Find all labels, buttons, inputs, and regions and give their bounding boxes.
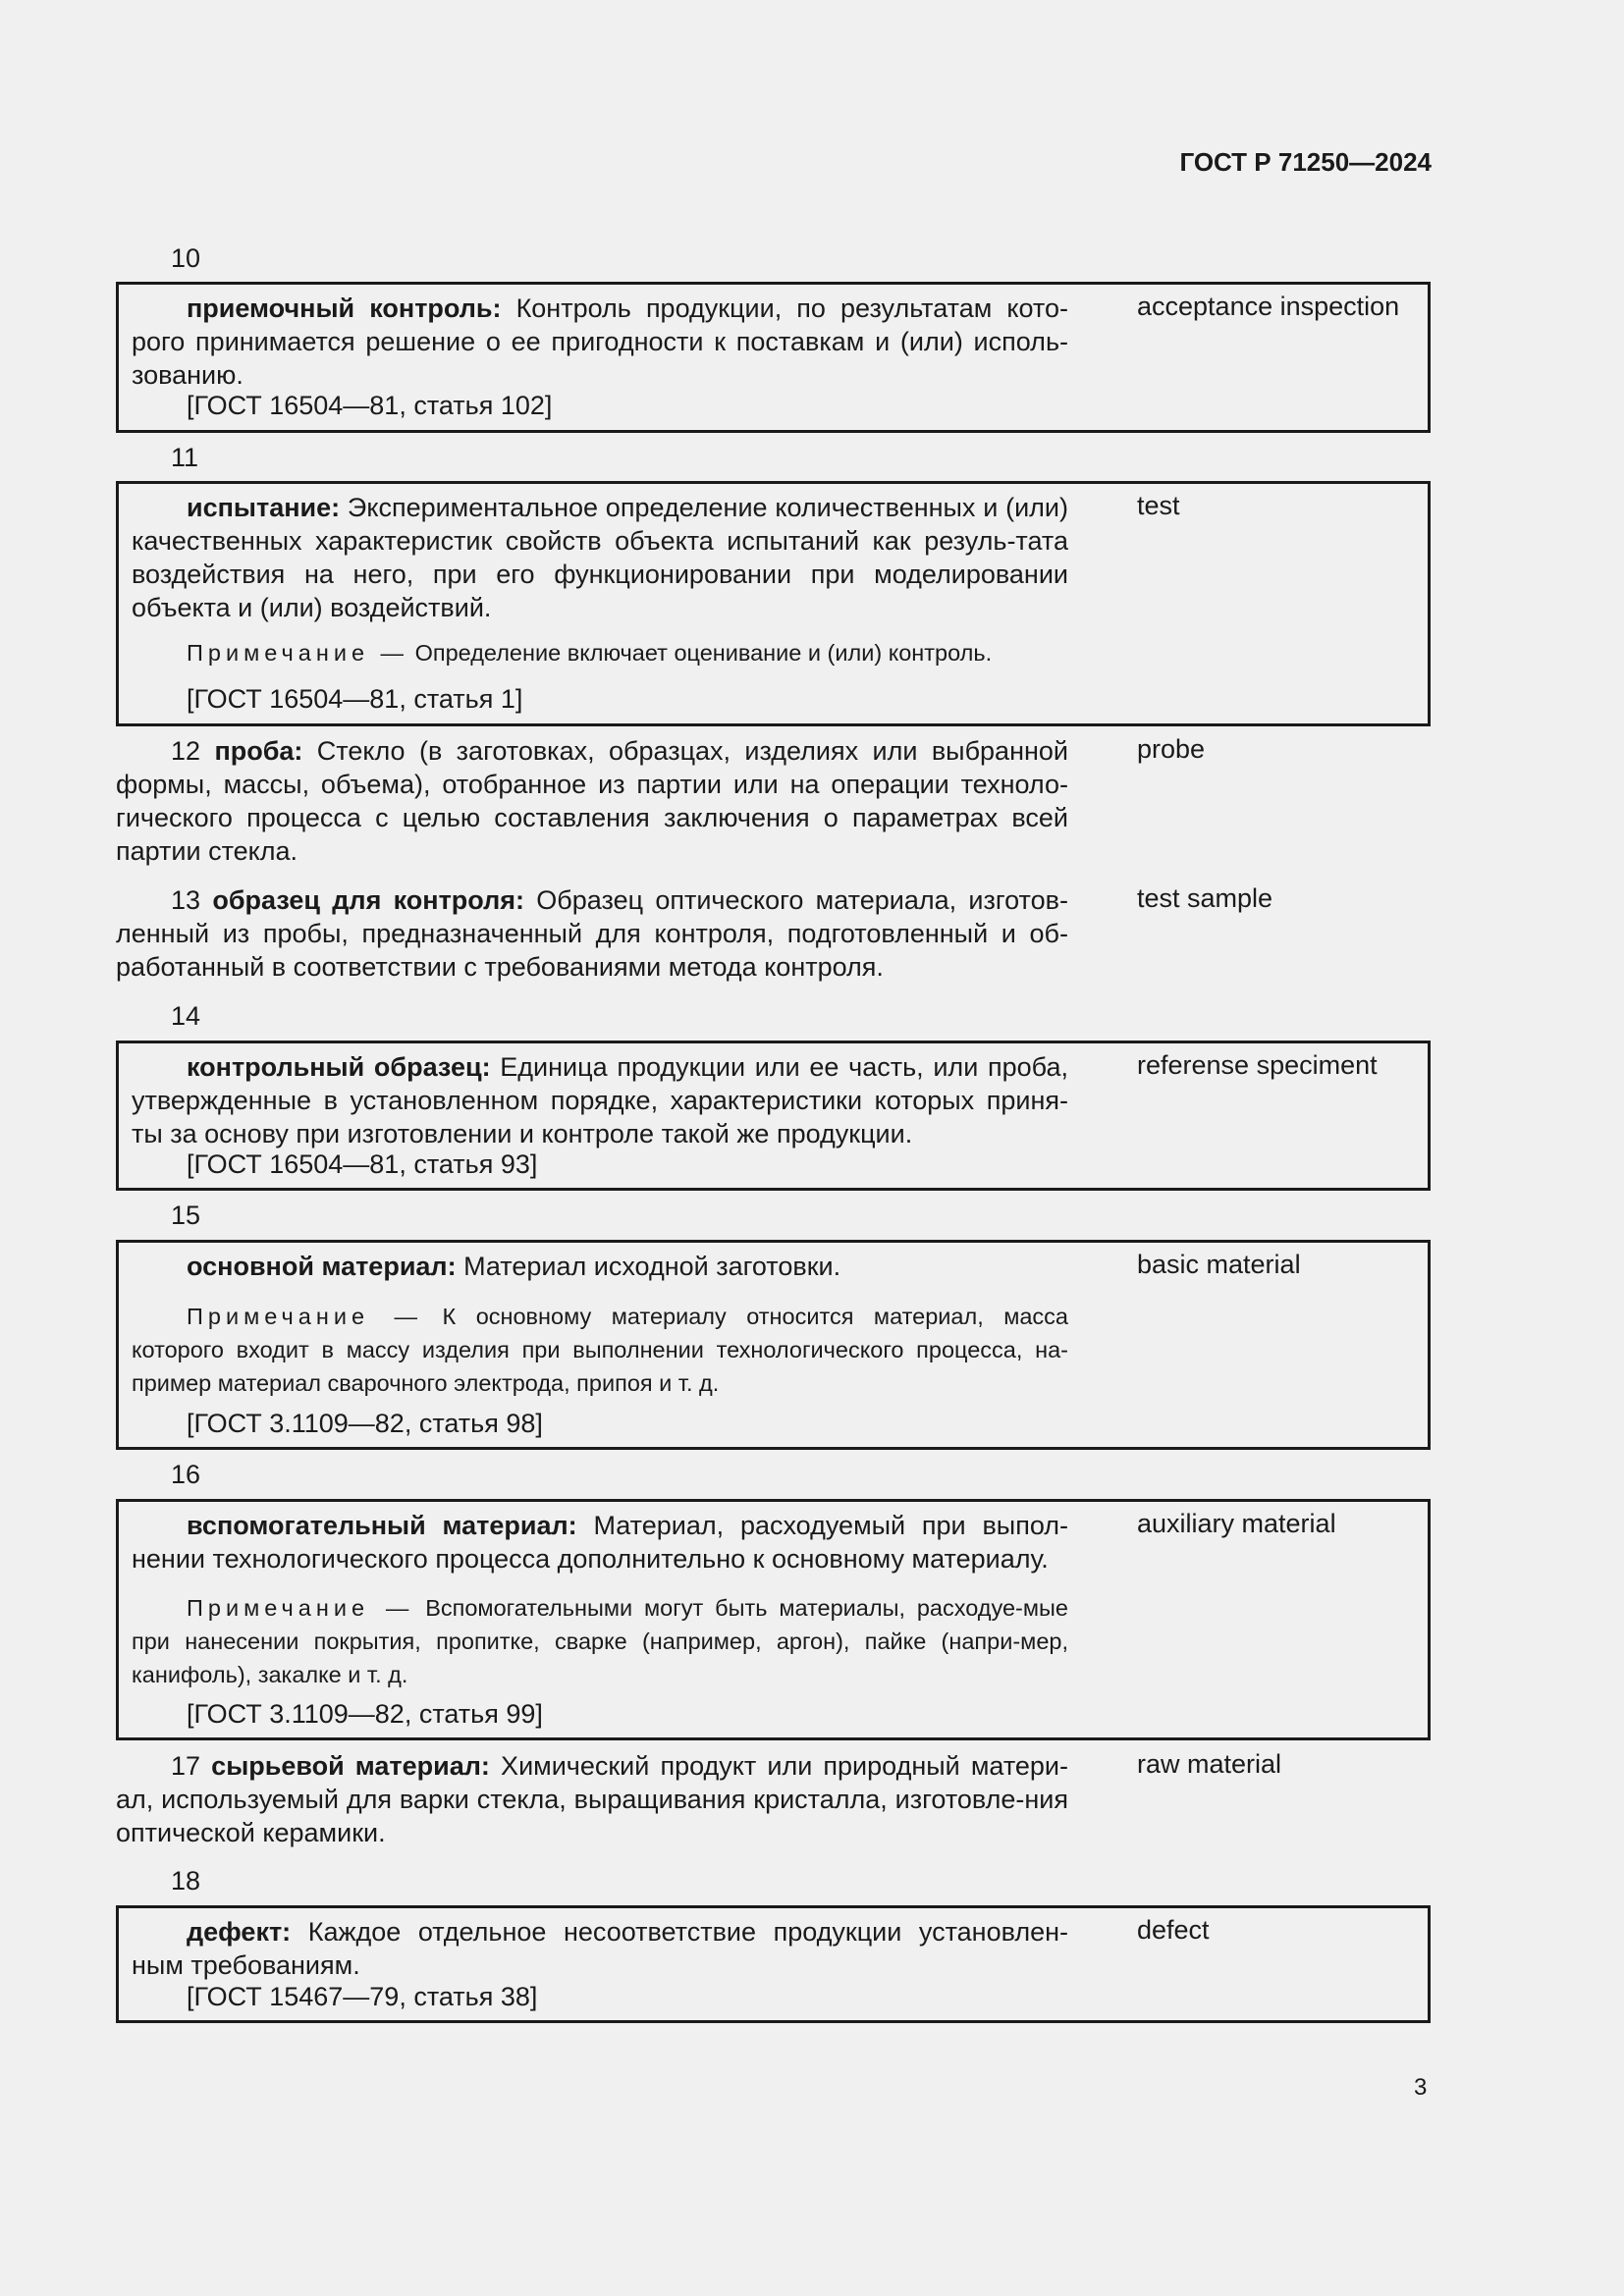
- entry-number-15: 15: [171, 1201, 201, 1230]
- entry-term-12: проба:: [214, 736, 303, 766]
- entry-definition-10: [132, 292, 1068, 392]
- entry-def-text-15: Материал исходной заготовки.: [456, 1252, 841, 1281]
- entry-ref-16: [ГОСТ 3.1109—82, статья 99]: [187, 1699, 543, 1729]
- entry-def-text-10: Контроль продукции, по результатам кото-рого принимается решение о ее пригодности к поставкам и (или) исполь-зованию.: [132, 294, 1068, 390]
- entry-definition-16: [132, 1509, 1068, 1575]
- entry-note-11: [132, 636, 1068, 669]
- entry-en-18: defect: [1137, 1915, 1210, 1945]
- entry-term-17: сырьевой материал:: [211, 1751, 490, 1781]
- entry-definition-15: [132, 1250, 1068, 1283]
- note-label-11: Примечание —: [187, 640, 409, 666]
- entry-ref-14: [ГОСТ 16504—81, статья 93]: [187, 1149, 538, 1179]
- note-label-16: Примечание —: [187, 1595, 414, 1621]
- entry-def-text-13: Образец оптического материала, изготов-ленный из пробы, предназначенный для контроля, подготовленный и об-работанный в соответствии с требованиями метода контроля.: [116, 885, 1068, 982]
- entry-en-11: test: [1137, 491, 1180, 520]
- entry-number-11: 11: [171, 443, 199, 472]
- note-label-15: Примечание —: [187, 1304, 423, 1329]
- entry-term-15: основной материал:: [187, 1252, 457, 1281]
- entry-en-10: acceptance inspection: [1137, 292, 1400, 321]
- document-header-code: ГОСТ Р 71250—2024: [1179, 147, 1432, 177]
- entry-ref-11: [ГОСТ 16504—81, статья 1]: [187, 684, 523, 714]
- entry-note-15: [132, 1300, 1068, 1400]
- entry-en-16: auxiliary material: [1137, 1509, 1336, 1538]
- entry-number-17: 17: [171, 1751, 201, 1781]
- entry-definition-18: [132, 1915, 1068, 1982]
- note-text-11: Определение включает оценивание и (или) контроль.: [414, 640, 993, 666]
- entry-note-16: [132, 1591, 1068, 1691]
- entry-number-13: 13: [171, 885, 201, 915]
- entry-en-15: basic material: [1137, 1250, 1301, 1279]
- note-text-15: К основному материалу относится материал, масса которого входит в массу изделия при выполнении технологического процесса, на-пример материал сварочного электрода, припоя и т. д.: [132, 1304, 1068, 1396]
- entry-term-13: образец для контроля:: [212, 885, 525, 915]
- entry-definition-14: [132, 1050, 1068, 1150]
- entry-number-14: 14: [171, 1001, 201, 1031]
- entry-number-18: 18: [171, 1866, 201, 1896]
- entry-term-14: контрольный образец:: [187, 1052, 491, 1082]
- note-text-16: Вспомогательными могут быть материалы, расходуе-мые при нанесении покрытия, пропитке, сварке (например, аргон), пайке (напри-мер, канифоль), закалке и т. д.: [132, 1595, 1068, 1687]
- entry-def-text-14: Единица продукции или ее часть, или проба, утвержденные в установленном порядке, характеристики которых приня-ты за основу при изготовлении и контроле такой же продукции.: [132, 1052, 1068, 1148]
- entry-def-text-16: Материал, расходуемый при выпол-нении технологического процесса дополнительно к основному материалу.: [132, 1511, 1068, 1574]
- entry-ref-10: [ГОСТ 16504—81, статья 102]: [187, 391, 553, 420]
- entry-definition-12: [116, 734, 1068, 868]
- entry-def-text-17: Химический продукт или природный матери-ал, используемый для варки стекла, выращивания кристалла, изготовле-ния оптической керамики.: [116, 1751, 1068, 1847]
- entry-en-17: raw material: [1137, 1749, 1282, 1779]
- entry-number-16: 16: [171, 1460, 201, 1489]
- entry-number-12: 12: [171, 736, 201, 766]
- entry-def-text-12: Стекло (в заготовках, образцах, изделиях или выбранной формы, массы, объема), отобранное из партии или на операции техноло-гического процесса с целью составления заключения о параметрах всей партии стекла.: [116, 736, 1068, 866]
- entry-term-16: вспомогательный материал:: [187, 1511, 577, 1540]
- entry-en-13: test sample: [1137, 883, 1273, 913]
- entry-en-12: probe: [1137, 734, 1206, 764]
- entry-definition-13: [116, 883, 1068, 984]
- entry-en-14: referense speciment: [1137, 1050, 1378, 1080]
- entry-number-10: 10: [171, 243, 201, 273]
- entry-definition-17: [116, 1749, 1068, 1849]
- entry-ref-18: [ГОСТ 15467—79, статья 38]: [187, 1982, 538, 2011]
- entry-term-10: приемочный контроль:: [187, 294, 502, 323]
- entry-term-18: дефект:: [187, 1917, 292, 1947]
- entry-definition-11: [132, 491, 1068, 624]
- page-number: 3: [1414, 2074, 1428, 2101]
- entry-term-11: испытание:: [187, 493, 341, 522]
- entry-def-text-11: Экспериментальное определение количественных и (или) качественных характеристик свойств объекта испытаний как резуль-тата воздействия на него, при его функционировании при моделировании объекта и (или) воздействий.: [132, 493, 1068, 622]
- entry-def-text-18: Каждое отдельное несоответствие продукции установлен-ным требованиям.: [132, 1917, 1068, 1980]
- entry-ref-15: [ГОСТ 3.1109—82, статья 98]: [187, 1409, 543, 1438]
